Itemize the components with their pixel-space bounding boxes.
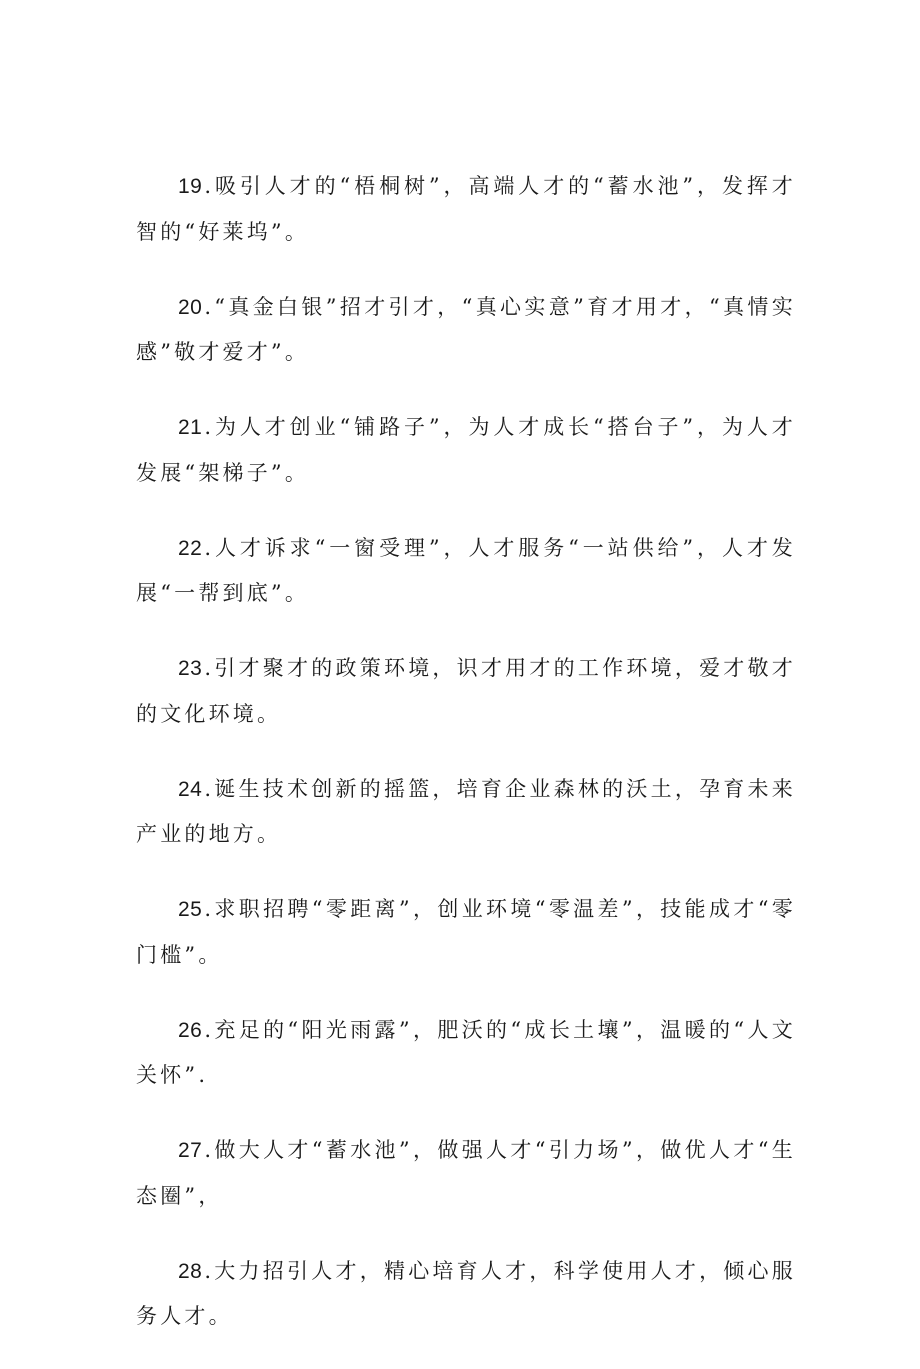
list-item bbox=[136, 405, 796, 495]
list-item bbox=[136, 1249, 796, 1339]
item-text: .引才聚才的政策环境，识才用才的工作环境，爱才敬才的文化环境。 bbox=[136, 656, 796, 726]
item-text: .诞生技术创新的摇篮，培育企业森林的沃土，孕育未来产业的地方。 bbox=[136, 776, 796, 846]
item-number: 28 bbox=[178, 1259, 203, 1283]
item-number: 25 bbox=[178, 898, 203, 921]
list-item bbox=[136, 526, 796, 616]
item-number: 20 bbox=[178, 295, 203, 319]
list-item bbox=[136, 767, 796, 857]
item-number: 24 bbox=[178, 777, 203, 801]
item-text: .求职招聘“零距离”，创业环境“零温差”，技能成才“零门槛”。 bbox=[136, 897, 796, 967]
list-item bbox=[136, 285, 796, 375]
list-item bbox=[136, 1008, 796, 1098]
item-number: 23 bbox=[178, 657, 203, 680]
item-number: 21 bbox=[178, 416, 203, 439]
item-number: 19 bbox=[178, 175, 203, 198]
item-text: .“真金白银”招才引才，“真心实意”育才用才，“真情实感”敬才爱才”。 bbox=[136, 294, 796, 364]
item-text: .人才诉求“一窗受理”，人才服务“一站供给”，人才发展“一帮到底”。 bbox=[136, 535, 796, 605]
list-item bbox=[136, 887, 796, 977]
list-item bbox=[136, 164, 796, 254]
item-number: 26 bbox=[178, 1018, 203, 1042]
list-item bbox=[136, 646, 796, 736]
item-text: .充足的“阳光雨露”，肥沃的“成长土壤”，温暖的“人文关怀”. bbox=[136, 1017, 796, 1087]
document-body bbox=[136, 164, 796, 1369]
item-text: .吸引人才的“梧桐树”，高端人才的“蓄水池”，发挥才智的“好莱坞”。 bbox=[136, 174, 796, 244]
item-number: 22 bbox=[178, 536, 203, 560]
item-number: 27 bbox=[178, 1139, 203, 1162]
list-item bbox=[136, 1128, 796, 1218]
item-text: .做大人才“蓄水池”，做强人才“引力场”，做优人才“生态圈”， bbox=[136, 1138, 796, 1208]
item-text: .为人才创业“铺路子”，为人才成长“搭台子”，为人才发展“架梯子”。 bbox=[136, 415, 796, 485]
item-text: .大力招引人才，精心培育人才，科学使用人才，倾心服务人才。 bbox=[136, 1258, 796, 1328]
